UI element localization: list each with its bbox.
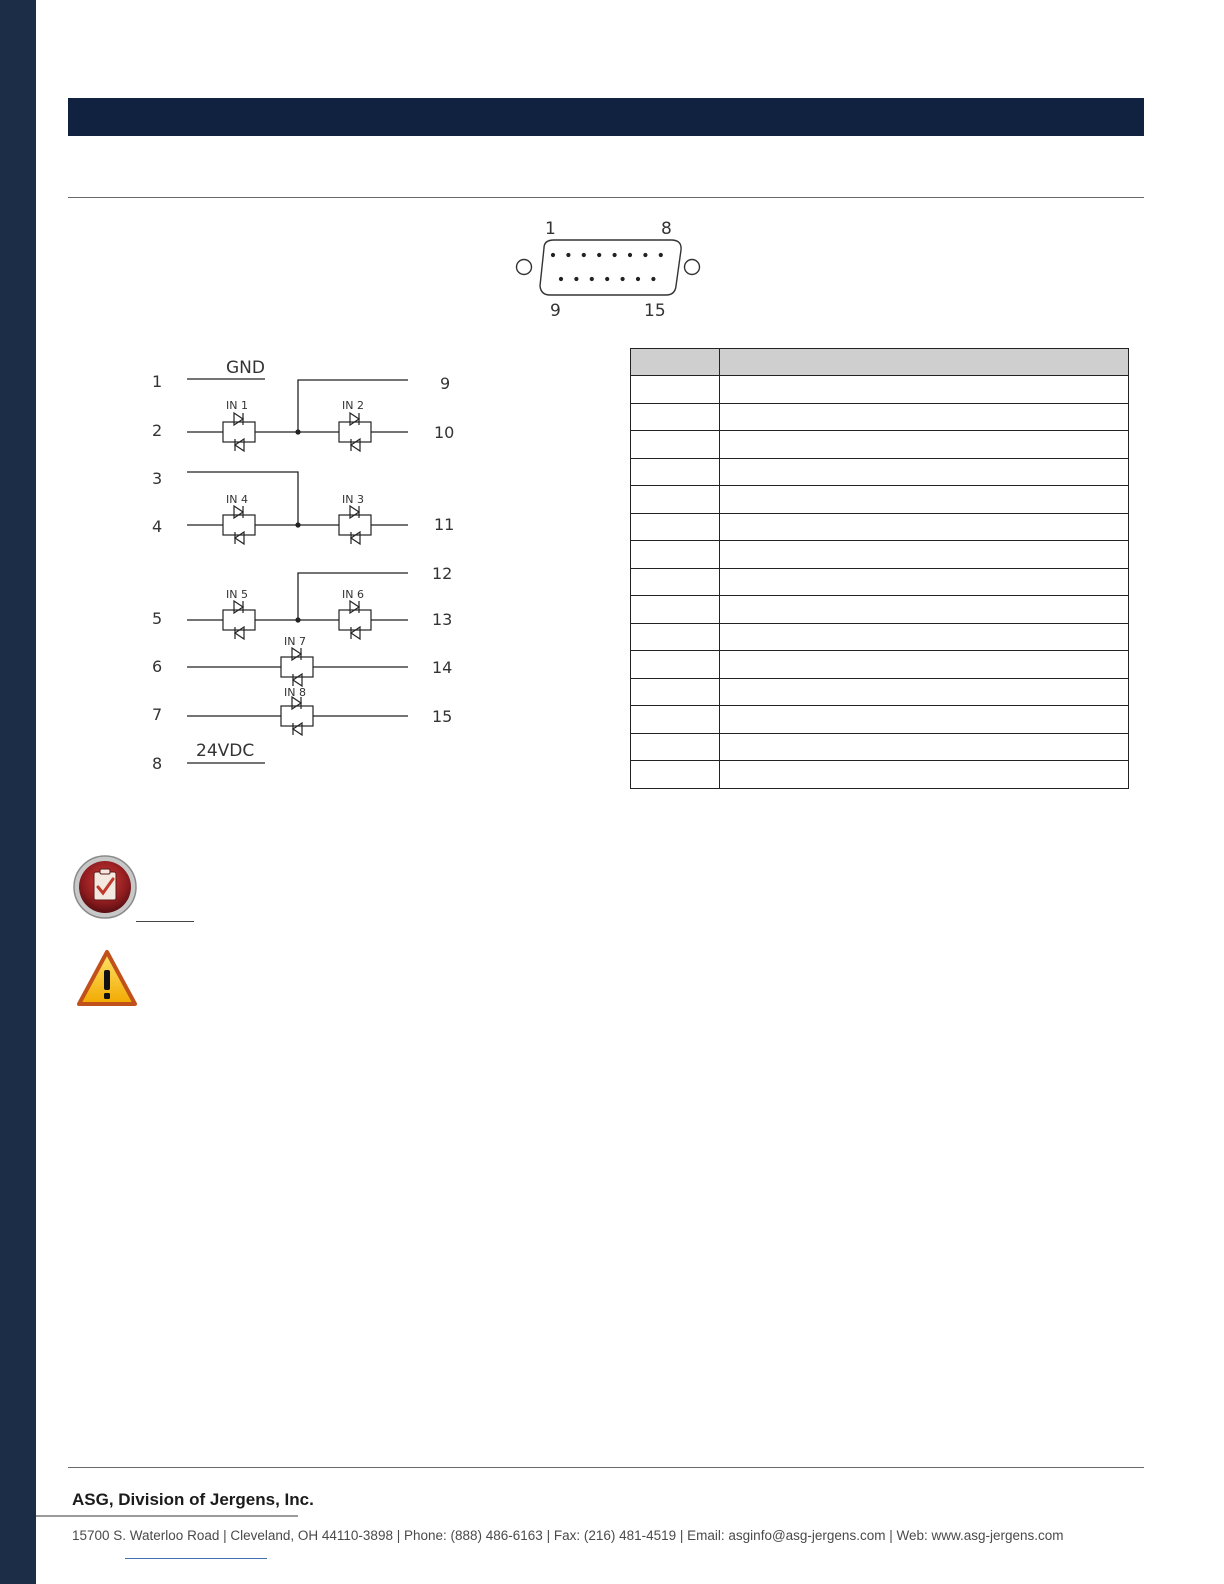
connector-pin [636, 277, 640, 281]
left-pin-7: 7 [152, 705, 163, 724]
mount-hole-left [517, 260, 532, 275]
table-cell [720, 733, 1129, 761]
table-header-row [631, 349, 1129, 376]
right-pin-12: 12 [432, 564, 453, 583]
table-cell [631, 678, 720, 706]
table-row [631, 513, 1129, 541]
opto-input-symbol [281, 697, 313, 735]
section-title-band [68, 98, 1144, 136]
table-row [631, 431, 1129, 459]
input-label-7: IN 7 [284, 635, 306, 648]
right-pin-11: 11 [434, 515, 455, 534]
input-label-4: IN 4 [226, 493, 248, 506]
left-pin-6: 6 [152, 657, 163, 676]
table-cell [631, 431, 720, 459]
table-header-cell [631, 349, 720, 376]
opto-input-symbol [223, 413, 255, 451]
input-label-5: IN 5 [226, 588, 248, 601]
pin-label-1: 1 [545, 219, 556, 239]
mount-hole-right [685, 260, 700, 275]
table-row [631, 568, 1129, 596]
opto-input-symbol [339, 506, 371, 544]
input-label-8: IN 8 [284, 686, 306, 699]
input-label-1: IN 1 [226, 399, 248, 412]
opto-input-symbol [223, 506, 255, 544]
header-rule [68, 197, 1144, 198]
table-cell [631, 403, 720, 431]
junction [295, 522, 300, 527]
table-cell [720, 761, 1129, 789]
table-cell [631, 651, 720, 679]
table-cell [631, 568, 720, 596]
table-row [631, 761, 1129, 789]
table-cell [720, 651, 1129, 679]
connector-pin [582, 253, 586, 257]
table-cell [720, 431, 1129, 459]
junction [295, 429, 300, 434]
connector-pin [551, 253, 555, 257]
input-label-3: IN 3 [342, 493, 364, 506]
connector-pin [574, 277, 578, 281]
table-row [631, 541, 1129, 569]
note-clipboard-icon [72, 854, 138, 920]
table-cell [720, 596, 1129, 624]
table-row [631, 376, 1129, 404]
table-cell [720, 568, 1129, 596]
right-pin-9: 9 [440, 374, 451, 393]
table-cell [720, 403, 1129, 431]
left-pin-2: 2 [152, 421, 163, 440]
table-cell [720, 458, 1129, 486]
connector-pin [613, 253, 617, 257]
table-row [631, 623, 1129, 651]
connector-pin [597, 253, 601, 257]
table-cell [631, 761, 720, 789]
table-row [631, 651, 1129, 679]
table-row [631, 733, 1129, 761]
table-cell [631, 733, 720, 761]
left-pin-8: 8 [152, 754, 163, 773]
note-underline [136, 921, 194, 922]
right-pin-10: 10 [434, 423, 455, 442]
table-cell [631, 486, 720, 514]
footer-company-name: ASG, Division of Jergens, Inc. [72, 1490, 314, 1509]
table-row [631, 403, 1129, 431]
pin-label-8: 8 [661, 219, 672, 239]
pin-assignment-table [630, 348, 1129, 789]
footer-contact-line: 15700 S. Waterloo Road | Cleveland, OH 44110-3898 | Phone: (888) 486-6163 | Fax: (216) 481-4519 | Email: asginfo@asg-jergens.com | Web: www.asg-jergens.com [72, 1528, 1064, 1543]
connector-pin [590, 277, 594, 281]
table-cell [720, 486, 1129, 514]
left-pin-1: 1 [152, 372, 163, 391]
table-row [631, 458, 1129, 486]
table-cell [631, 458, 720, 486]
pin-label-9: 9 [550, 301, 561, 321]
table-cell [720, 678, 1129, 706]
connector-pin [566, 253, 570, 257]
left-pin-4: 4 [152, 517, 163, 536]
opto-input-symbol [339, 413, 371, 451]
opto-input-symbol [281, 648, 313, 686]
connector-pin [559, 277, 563, 281]
warning-icon [76, 948, 138, 1010]
right-pin-14: 14 [432, 658, 453, 677]
input-label-6: IN 6 [342, 588, 364, 601]
right-pin-15: 15 [432, 707, 453, 726]
supply-label: 24VDC [196, 741, 255, 761]
footer-link-underline [125, 1558, 267, 1559]
table-cell [720, 541, 1129, 569]
table-row [631, 706, 1129, 734]
table-header-cell [720, 349, 1129, 376]
table-cell [631, 623, 720, 651]
dsub15-connector [508, 212, 714, 324]
opto-input-symbol [339, 601, 371, 639]
connector-pin [605, 277, 609, 281]
junction [295, 617, 300, 622]
table-cell [720, 513, 1129, 541]
table-cell [720, 706, 1129, 734]
gnd-label: GND [226, 358, 265, 378]
table-cell [631, 513, 720, 541]
table-row [631, 596, 1129, 624]
left-pin-3: 3 [152, 469, 163, 488]
table-cell [631, 541, 720, 569]
table-cell [631, 596, 720, 624]
connector-pin [621, 277, 625, 281]
connector-pin [651, 277, 655, 281]
connector-pin [628, 253, 632, 257]
connector-pin [659, 253, 663, 257]
wiring-schematic [140, 350, 470, 780]
left-pin-5: 5 [152, 609, 163, 628]
table-cell [631, 706, 720, 734]
table-row [631, 678, 1129, 706]
connector-shell [540, 240, 681, 295]
opto-input-symbol [223, 601, 255, 639]
connector-pin [643, 253, 647, 257]
pin-label-15: 15 [644, 301, 666, 321]
table-cell [720, 623, 1129, 651]
input-label-2: IN 2 [342, 399, 364, 412]
right-pin-13: 13 [432, 610, 453, 629]
side-bar [0, 0, 36, 1584]
footer-rule [68, 1467, 1144, 1468]
table-cell [720, 376, 1129, 404]
table-row [631, 486, 1129, 514]
table-cell [631, 376, 720, 404]
footer-company-underline [36, 1515, 298, 1517]
